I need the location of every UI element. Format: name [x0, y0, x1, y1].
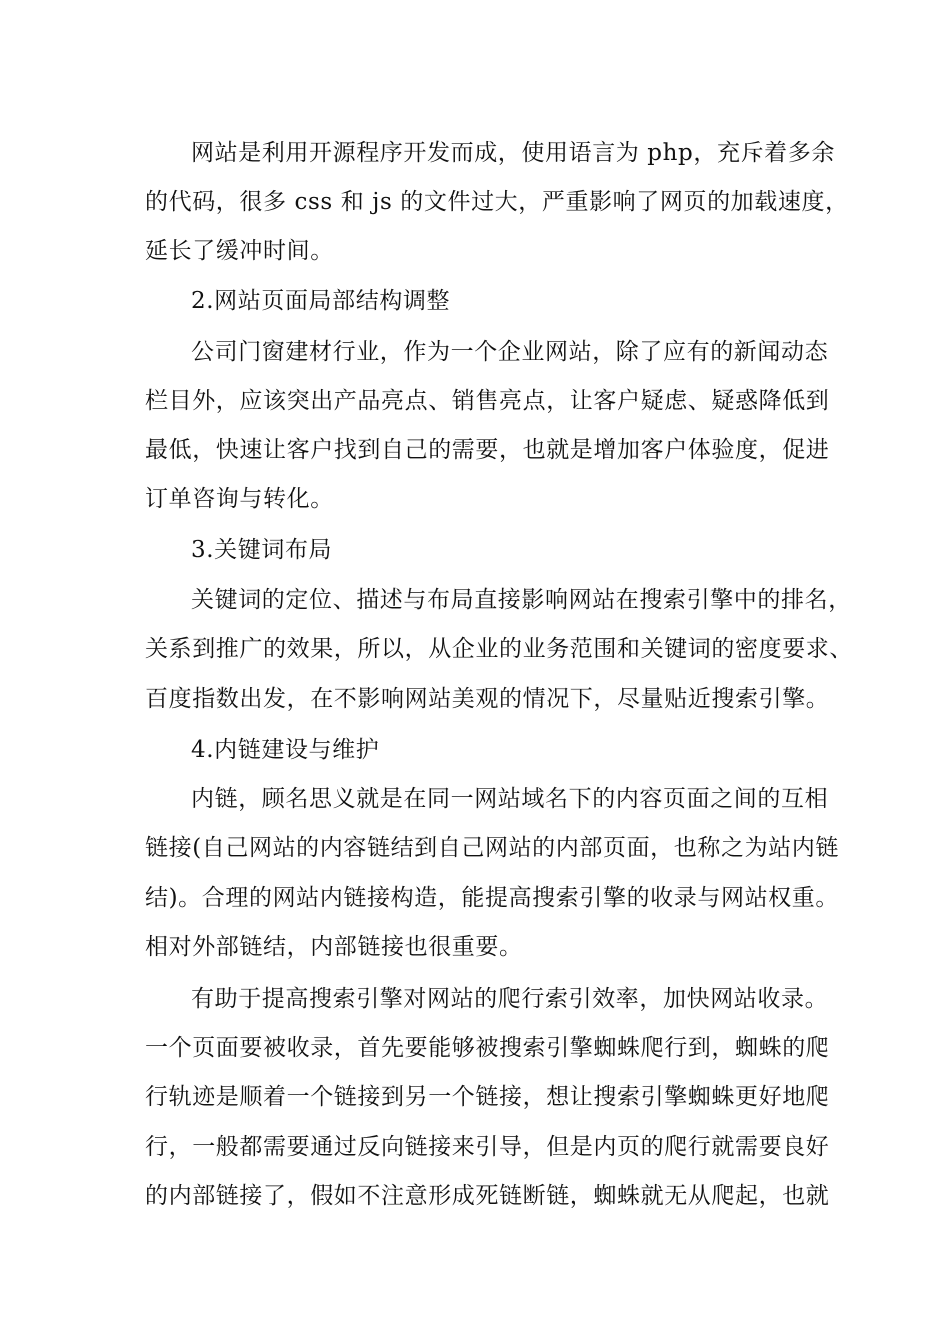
section-heading: 2.网站页面局部结构调整 [191, 288, 451, 314]
paragraph-line: 内链，顾名思义就是在同一网站域名下的内容页面之间的互相 [191, 786, 829, 812]
section-heading: 4.内链建设与维护 [191, 737, 380, 763]
paragraph-line: 行轨迹是顺着一个链接到另一个链接，想让搜索引擎蜘蛛更好地爬 [145, 1084, 830, 1110]
paragraph-line: 链接(自己网站的内容链结到自己网站的内部页面，也称之为站内链 [145, 835, 839, 861]
section-heading: 3.关键词布局 [191, 537, 333, 563]
paragraph-line: 关系到推广的效果，所以，从企业的业务范围和关键词的密度要求、 [145, 636, 853, 662]
paragraph-line: 一个页面要被收录，首先要能够被搜索引擎蜘蛛爬行到，蜘蛛的爬 [145, 1035, 830, 1061]
paragraph-line: 行，一般都需要通过反向链接来引导，但是内页的爬行就需要良好 [145, 1134, 830, 1160]
paragraph-line: 结)。合理的网站内链接构造，能提高搜索引擎的收录与网站权重。 [145, 885, 839, 911]
paragraph-line: 关键词的定位、描述与布局直接影响网站在搜索引擎中的排名， [191, 587, 852, 613]
paragraph-line: 百度指数出发，在不影响网站美观的情况下，尽量贴近搜索引擎。 [145, 686, 830, 712]
paragraph-line: 栏目外，应该突出产品亮点、销售亮点，让客户疑虑、疑惑降低到 [145, 388, 830, 414]
paragraph-line: 订单咨询与转化。 [145, 486, 334, 512]
paragraph-line: 的内部链接了，假如不注意形成死链断链，蜘蛛就无从爬起，也就 [145, 1183, 830, 1209]
paragraph-line: 相对外部链结，内部链接也很重要。 [145, 934, 523, 960]
paragraph-line: 的代码，很多 css 和 js 的文件过大，严重影响了网页的加载速度， [145, 189, 849, 215]
paragraph-line: 最低，快速让客户找到自己的需要，也就是增加客户体验度，促进 [145, 437, 830, 463]
paragraph-line: 有助于提高搜索引擎对网站的爬行索引效率，加快网站收录。 [191, 986, 829, 1012]
paragraph-line: 延长了缓冲时间。 [145, 238, 334, 264]
paragraph-line: 网站是利用开源程序开发而成，使用语言为 php，充斥着多余 [191, 140, 835, 166]
paragraph-line: 公司门窗建材行业，作为一个企业网站，除了应有的新闻动态 [191, 339, 829, 365]
